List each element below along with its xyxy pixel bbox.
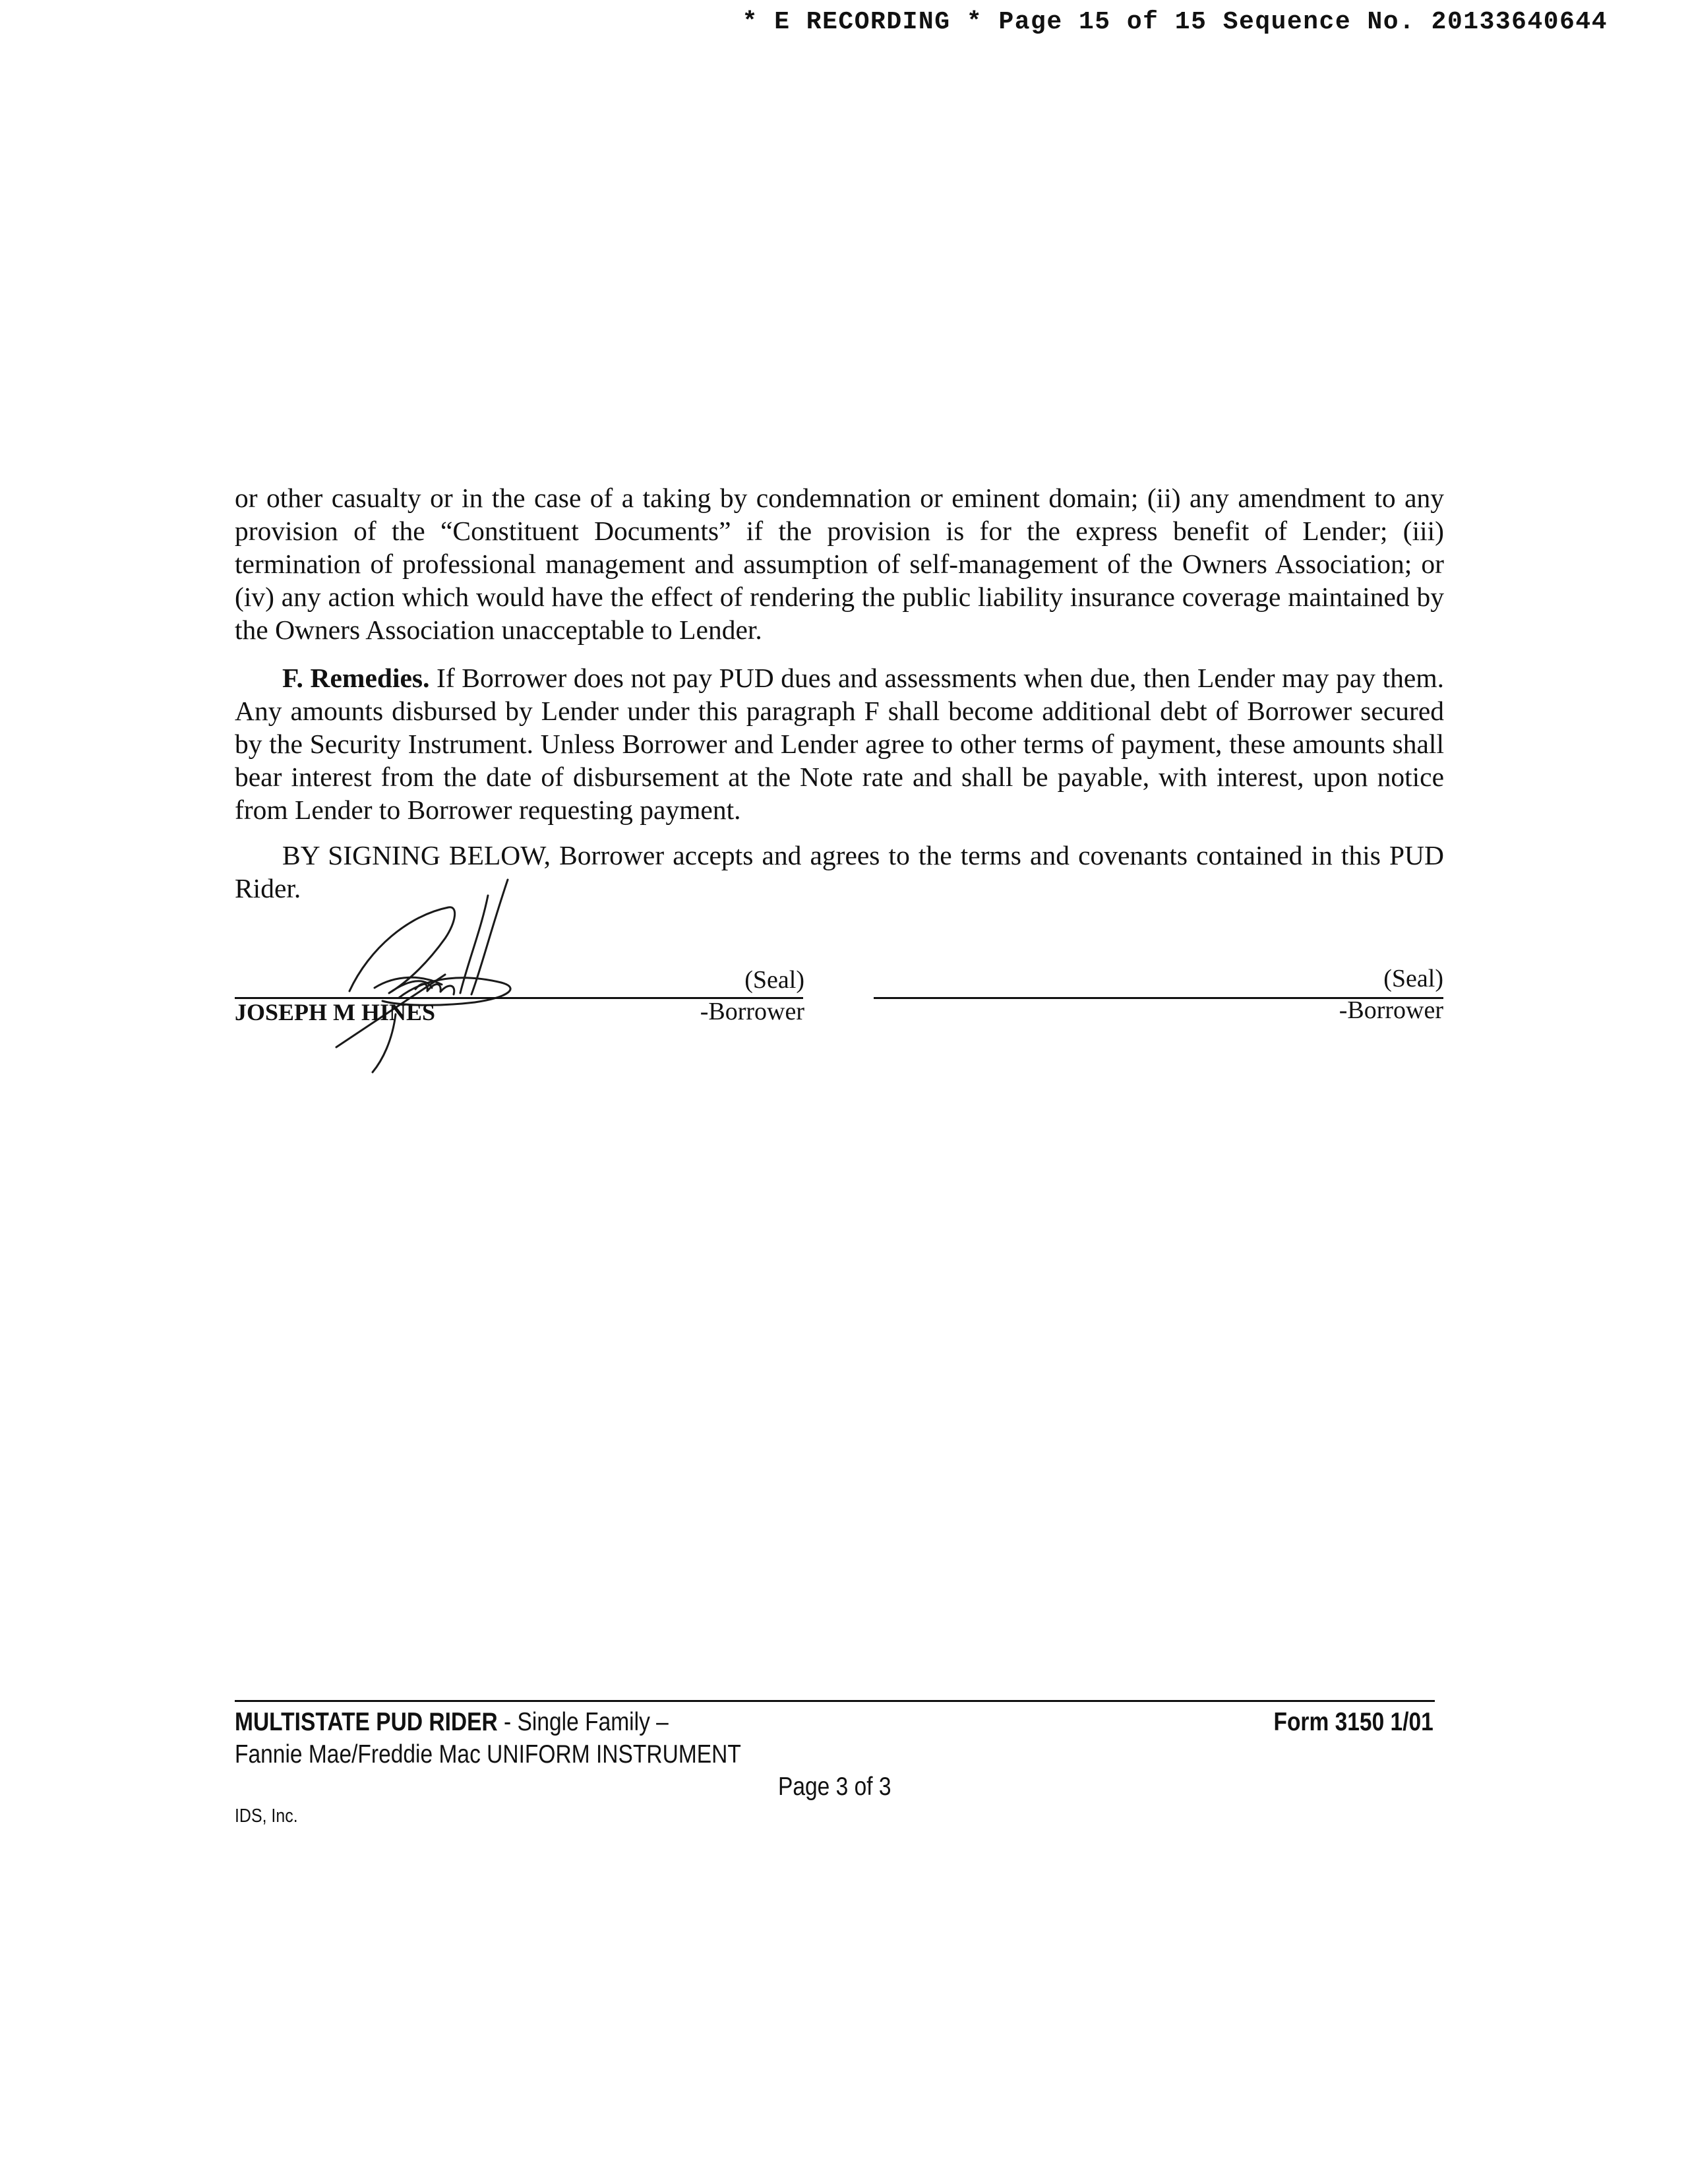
footer-title <box>235 1707 669 1738</box>
remedies-heading: F. Remedies. <box>282 663 430 693</box>
footer-divider <box>235 1700 1435 1702</box>
borrower-name: JOSEPH M HINES <box>235 999 436 1025</box>
remedies-text: If Borrower does not pay PUD dues and assessments when due, then Lender may pay them. Any amounts disbursed by Lender under this paragraph F shall become additional debt of Borrower secured by the Security Instrument. Unless Borrower and Lender agree to other terms of payment, these amounts shall bear interest from the date of disbursement at the Note rate and shall be payable, with interest, upon notice from Lender to Borrower requesting payment. <box>235 663 1445 825</box>
paragraph-signing-statement: BY SIGNING BELOW, Borrower accepts and agrees to the terms and covenants contained in this PUD Rider. <box>235 840 1444 903</box>
borrower-signature <box>310 876 560 1074</box>
paragraph-casualty-provisions: or other casualty or in the case of a taking by condemnation or eminent domain; (ii) any amendment to any provision of the “Constituent Documents” if the provision is for the express benefit of Lender; (iii) termination of professional management and assumption of self-management of the Owners Association; or (iv) any action which would have the effect of rendering the public liability insurance coverage maintained by the Owners Association unacceptable to Lender. <box>235 483 1444 645</box>
seal-label-right: (Seal) <box>1383 965 1443 992</box>
form-number: Form 3150 1/01 <box>1273 1708 1433 1736</box>
seal-label-left: (Seal) <box>744 966 804 994</box>
footer-title-rest: - Single Family – <box>497 1708 669 1736</box>
borrower-role-left: -Borrower <box>700 998 804 1025</box>
borrower-role-right: -Borrower <box>1339 996 1443 1024</box>
recording-stamp: * E RECORDING * Page 15 of 15 Sequence No. 20133640644 <box>742 8 1608 36</box>
footer-title-bold: MULTISTATE PUD RIDER <box>235 1708 498 1736</box>
vendor-label: IDS, Inc. <box>235 1805 298 1827</box>
paragraph-remedies <box>235 661 1444 826</box>
footer-subtitle: Fannie Mae/Freddie Mac UNIFORM INSTRUMENT <box>235 1740 741 1769</box>
page-number: Page 3 of 3 <box>778 1773 891 1801</box>
